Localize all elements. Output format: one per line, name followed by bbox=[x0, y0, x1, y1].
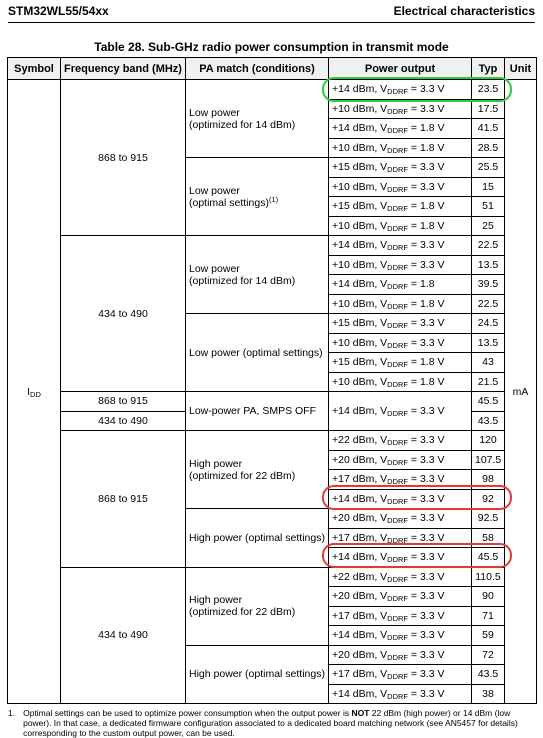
typ-cell: 45.5 bbox=[472, 392, 505, 412]
typ-cell: 71 bbox=[472, 606, 505, 626]
power-output-cell: +22 dBm, $V_{DDRF} = 3.3$ V bbox=[329, 431, 472, 451]
footnote-text: Optimal settings can be used to optimize power consumption when the output power is NOT 22 dBm (high power) or 14 dBm (low power). In that case, a dedicated firmware configuration associated to a dedicated board matching network (see AN5457 for details) corresponding to the custom output power, can be used. bbox=[23, 708, 518, 738]
col-power-output: Power output bbox=[329, 58, 472, 80]
typ-cell: 13.5 bbox=[472, 333, 505, 353]
header-rule bbox=[8, 22, 535, 23]
power-output-cell: +10 dBm, $V_{DDRF} = 3.3$ V bbox=[329, 333, 472, 353]
col-unit: Unit bbox=[505, 58, 537, 80]
pa-match-cell: High power (optimal settings) bbox=[186, 645, 329, 704]
table-row bbox=[8, 567, 537, 587]
power-output-cell: +10 dBm, $V_{DDRF} = 1.8$ V bbox=[329, 372, 472, 392]
section-title: Electrical characteristics bbox=[393, 4, 535, 18]
col-frequency-band: Frequency band (MHz) bbox=[61, 58, 186, 80]
power-output-cell: +10 dBm, $V_{DDRF} = 3.3$ V bbox=[329, 177, 472, 197]
typ-cell: 120 bbox=[472, 431, 505, 451]
typ-cell: 24.5 bbox=[472, 314, 505, 334]
pa-match-cell: High power (optimized for 22 dBm) bbox=[186, 431, 329, 509]
power-output-cell: +14 dBm, $V_{DDRF} = 3.3$ V bbox=[329, 684, 472, 704]
power-output-cell: +22 dBm, $V_{DDRF} = 3.3$ V bbox=[329, 567, 472, 587]
typ-cell: 28.5 bbox=[472, 138, 505, 158]
typ-cell: 17.5 bbox=[472, 99, 505, 119]
typ-cell: 43 bbox=[472, 353, 505, 373]
power-output-cell: +14 dBm, $V_{DDRF} = 1.8$ V bbox=[329, 119, 472, 139]
typ-cell: 45.5 bbox=[472, 548, 505, 568]
power-output-cell: +20 dBm, $V_{DDRF} = 3.3$ V bbox=[329, 450, 472, 470]
power-output-cell: +17 dBm, $V_{DDRF} = 3.3$ V bbox=[329, 470, 472, 490]
power-output-cell: +20 dBm, $V_{DDRF} = 3.3$ V bbox=[329, 645, 472, 665]
typ-cell: 59 bbox=[472, 626, 505, 646]
typ-cell: 22.5 bbox=[472, 294, 505, 314]
power-output-cell: +14 dBm, $V_{DDRF} = 3.3$ V bbox=[329, 489, 472, 509]
typ-cell: 51 bbox=[472, 197, 505, 217]
power-output-cell: +14 dBm, $V_{DDRF} = 3.3$ V bbox=[329, 80, 472, 100]
power-output-cell: +15 dBm, $V_{DDRF} = 1.8$ V bbox=[329, 197, 472, 217]
pa-match-cell: Low power (optimal settings) bbox=[186, 314, 329, 392]
power-output-cell: +17 dBm, $V_{DDRF} = 3.3$ V bbox=[329, 665, 472, 685]
band-cell: 868 to 915 bbox=[61, 80, 186, 236]
table-header-row bbox=[8, 58, 537, 80]
typ-cell: 25 bbox=[472, 216, 505, 236]
typ-cell: 25.5 bbox=[472, 158, 505, 178]
table-row bbox=[8, 392, 537, 412]
power-output-cell: +14 dBm, $V_{DDRF} = 3.3$ V bbox=[329, 236, 472, 256]
typ-cell: 22.5 bbox=[472, 236, 505, 256]
power-output-cell: +10 dBm, $V_{DDRF} = 1.8$ V bbox=[329, 138, 472, 158]
power-output-cell: +14 dBm, $V_{DDRF} = 3.3$ V bbox=[329, 626, 472, 646]
power-output-cell: +17 dBm, $V_{DDRF} = 3.3$ V bbox=[329, 606, 472, 626]
power-output-cell: +14 dBm, $V_{DDRF} = 3.3$ V bbox=[329, 392, 472, 431]
col-pa-match: PA match (conditions) bbox=[186, 58, 329, 80]
power-output-cell: +20 dBm, $V_{DDRF} = 3.3$ V bbox=[329, 509, 472, 529]
typ-cell: 23.5 bbox=[472, 80, 505, 100]
table-row bbox=[8, 236, 537, 256]
power-output-cell: +10 dBm, $V_{DDRF} = 1.8$ V bbox=[329, 294, 472, 314]
typ-cell: 39.5 bbox=[472, 275, 505, 295]
band-cell: 434 to 490 bbox=[61, 236, 186, 392]
power-output-cell: +20 dBm, $V_{DDRF} = 3.3$ V bbox=[329, 587, 472, 607]
col-typ: Typ bbox=[472, 58, 505, 80]
pa-match-cell: Low power (optimized for 14 dBm) bbox=[186, 236, 329, 314]
typ-cell: 92.5 bbox=[472, 509, 505, 529]
page-header bbox=[8, 0, 535, 22]
typ-cell: 21.5 bbox=[472, 372, 505, 392]
band-cell: 434 to 490 bbox=[61, 411, 186, 431]
unit-cell: mA bbox=[505, 80, 537, 704]
power-output-cell: +14 dBm, $V_{DDRF} = 1.8$ bbox=[329, 275, 472, 295]
symbol-cell: $I_{DD}$ bbox=[8, 80, 61, 704]
power-output-cell: +10 dBm, $V_{DDRF} = 3.3$ V bbox=[329, 99, 472, 119]
power-output-cell: +10 dBm, $V_{DDRF} = 3.3$ V bbox=[329, 255, 472, 275]
typ-cell: 72 bbox=[472, 645, 505, 665]
power-output-cell: +14 dBm, $V_{DDRF} = 3.3$ V bbox=[329, 548, 472, 568]
typ-cell: 98 bbox=[472, 470, 505, 490]
document-title: STM32WL55/54xx bbox=[8, 4, 109, 18]
typ-cell: 107.5 bbox=[472, 450, 505, 470]
table-row bbox=[8, 431, 537, 451]
footnote bbox=[8, 708, 535, 738]
typ-cell: 41.5 bbox=[472, 119, 505, 139]
pa-match-cell: Low power (optimal settings)$^{(1)}$ bbox=[186, 158, 329, 236]
pa-match-cell: Low-power PA, SMPS OFF bbox=[186, 392, 329, 431]
band-cell: 868 to 915 bbox=[61, 431, 186, 568]
typ-cell: 58 bbox=[472, 528, 505, 548]
band-cell: 868 to 915 bbox=[61, 392, 186, 412]
power-output-cell: +15 dBm, $V_{DDRF} = 3.3$ V bbox=[329, 314, 472, 334]
pa-match-cell: Low power (optimized for 14 dBm) bbox=[186, 80, 329, 158]
table-row bbox=[8, 80, 537, 100]
typ-cell: 38 bbox=[472, 684, 505, 704]
power-output-cell: +10 dBm, $V_{DDRF} = 1.8$ V bbox=[329, 216, 472, 236]
power-consumption-table bbox=[7, 57, 537, 704]
typ-cell: 43.5 bbox=[472, 665, 505, 685]
power-output-cell: +15 dBm, $V_{DDRF} = 3.3$ V bbox=[329, 158, 472, 178]
power-output-cell: +17 dBm, $V_{DDRF} = 3.3$ V bbox=[329, 528, 472, 548]
typ-cell: 110.5 bbox=[472, 567, 505, 587]
footnote-number: 1. bbox=[8, 708, 16, 718]
col-symbol: Symbol bbox=[8, 58, 61, 80]
pa-match-cell: High power (optimal settings) bbox=[186, 509, 329, 568]
power-output-cell: +15 dBm, $V_{DDRF} = 1.8$ V bbox=[329, 353, 472, 373]
typ-cell: 92 bbox=[472, 489, 505, 509]
table-caption: Table 28. Sub-GHz radio power consumption in transmit mode bbox=[94, 40, 449, 54]
pa-match-cell: High power (optimized for 22 dBm) bbox=[186, 567, 329, 645]
band-cell: 434 to 490 bbox=[61, 567, 186, 704]
typ-cell: 43.5 bbox=[472, 411, 505, 431]
typ-cell: 90 bbox=[472, 587, 505, 607]
typ-cell: 15 bbox=[472, 177, 505, 197]
typ-cell: 13.5 bbox=[472, 255, 505, 275]
